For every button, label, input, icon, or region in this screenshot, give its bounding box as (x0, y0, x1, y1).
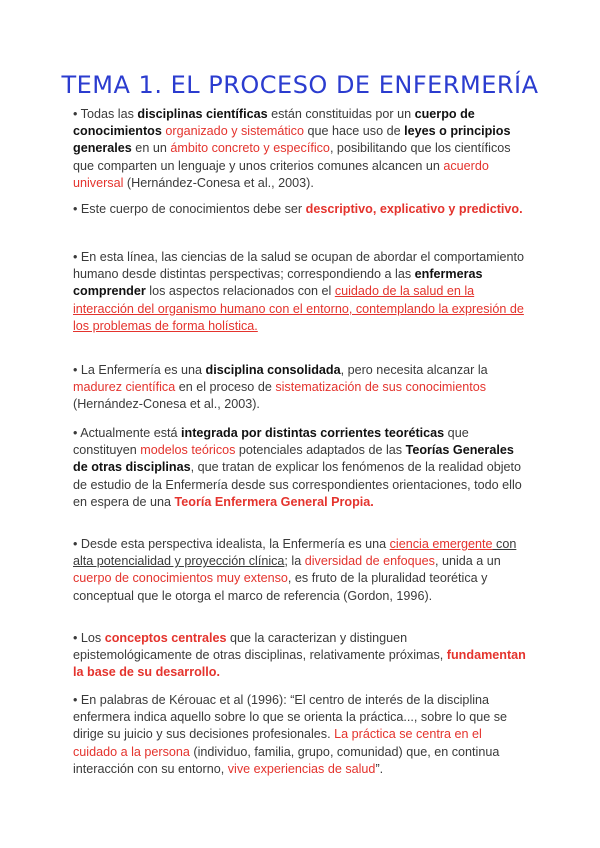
bold-text: disciplina consolidada (205, 363, 341, 377)
text: que hace uso de (303, 124, 405, 139)
text: que la caracterizan y distinguen epistemológicamente de otras disciplinas, relativamente próximas, (73, 631, 447, 663)
text: que constituyen (73, 426, 469, 458)
text: , es fruto de la pluralidad teorética y conceptual que le otorga el marco de referencia (Gordon, 1996). (73, 571, 488, 603)
paragraph-8 (73, 692, 529, 778)
text: • Desde esta perspectiva idealista, la Enfermería es una (73, 537, 390, 551)
text: (individuo, familia, grupo, comunidad) que, en continua interacción con su entorno, (73, 744, 500, 776)
highlight-text: vive experiencias de salud (227, 761, 376, 776)
text: los aspectos relacionados con el (145, 284, 335, 299)
text: , posibilitando que los científicos que comparten un lenguaje y unos criterios comunes alcancen un (73, 141, 511, 173)
bold-text: integrada por distintas corrientes teoréticas (181, 426, 445, 440)
highlight-bold-text: descriptivo, explicativo y predictivo. (305, 202, 523, 216)
text: (Hernández-Conesa et al., 2003). (73, 397, 260, 412)
underlined-highlight-text: ciencia emergente (389, 537, 493, 551)
text: , pero necesita alcanzar la (340, 363, 488, 377)
highlight-bold-text: fundamentan la base de su desarrollo. (73, 648, 526, 680)
highlight-text: diversidad de enfoques (304, 554, 435, 569)
highlight-text: cuerpo de conocimientos muy extenso (73, 571, 288, 586)
text: • En palabras de Kérouac et al (1996): “El centro de interés de la disciplina enfermera indica aquello sobre lo que se orienta la práctica..., sobre lo que se dirige su juicio y sus decisiones profesionales. (73, 693, 508, 742)
bold-text: Teorías Generales de otras disciplinas (73, 443, 514, 475)
paragraph-1 (73, 106, 529, 192)
text: potenciales adaptados de las (235, 443, 406, 458)
page-title: TEMA 1. EL PROCESO DE ENFERMERÍA (61, 71, 539, 99)
text: • En esta línea, las ciencias de la salud se ocupan de abordar el comportamiento humano desde distintas perspectivas; correspondiendo a las (73, 250, 525, 282)
text: en un (131, 141, 171, 156)
text: • Este cuerpo de conocimientos debe ser (73, 202, 306, 216)
paragraph-2 (73, 201, 529, 218)
text: ; la (284, 554, 305, 569)
highlight-bold-text: conceptos centrales (104, 631, 227, 645)
highlight-bold-text: Teoría Enfermera General Propia. (174, 494, 374, 509)
text: , que tratan de explicar los fenómenos de la realidad objeto de estudio de la Enfermería desde sus correspondientes orientaciones, todo ello en espera de una (73, 460, 522, 509)
text: (Hernández-Conesa et al., 2003). (123, 175, 314, 190)
text: en el proceso de (175, 380, 276, 395)
text: • Todas las (73, 107, 138, 121)
bold-text: enfermeras comprender (73, 267, 483, 299)
underlined-text: con alta potencialidad y proyección clínica (73, 537, 517, 569)
bold-text: cuerpo de conocimientos (73, 107, 475, 139)
paragraph-3 (73, 249, 529, 335)
highlight-text: madurez científica (73, 380, 176, 395)
text: ”. (375, 761, 384, 776)
highlight-text: ámbito concreto y específico (170, 141, 330, 156)
highlight-text: acuerdo universal (73, 158, 489, 190)
bold-text: leyes o principios generales (73, 124, 511, 156)
highlight-text: organizado y sistemático (165, 124, 304, 139)
text: • Los (73, 631, 105, 645)
underlined-highlight-text: cuidado de la salud en la interacción del organismo humano con el entorno, contemplando la expresión de los problemas de forma holística. (73, 284, 524, 333)
highlight-text: La práctica se centra en el cuidado a la persona (73, 727, 482, 759)
highlight-text: modelos teóricos (140, 443, 236, 458)
bold-text: disciplinas científicas (137, 107, 268, 121)
text: están constituidas por un (267, 107, 415, 121)
paragraph-6 (73, 536, 529, 605)
text: , unida a un (434, 554, 501, 569)
text: • Actualmente está (73, 426, 182, 440)
paragraph-4 (73, 362, 529, 414)
highlight-text: sistematización de sus conocimientos (275, 380, 487, 395)
paragraph-7 (73, 630, 529, 682)
text: • La Enfermería es una (73, 363, 206, 377)
paragraph-5 (73, 425, 529, 511)
